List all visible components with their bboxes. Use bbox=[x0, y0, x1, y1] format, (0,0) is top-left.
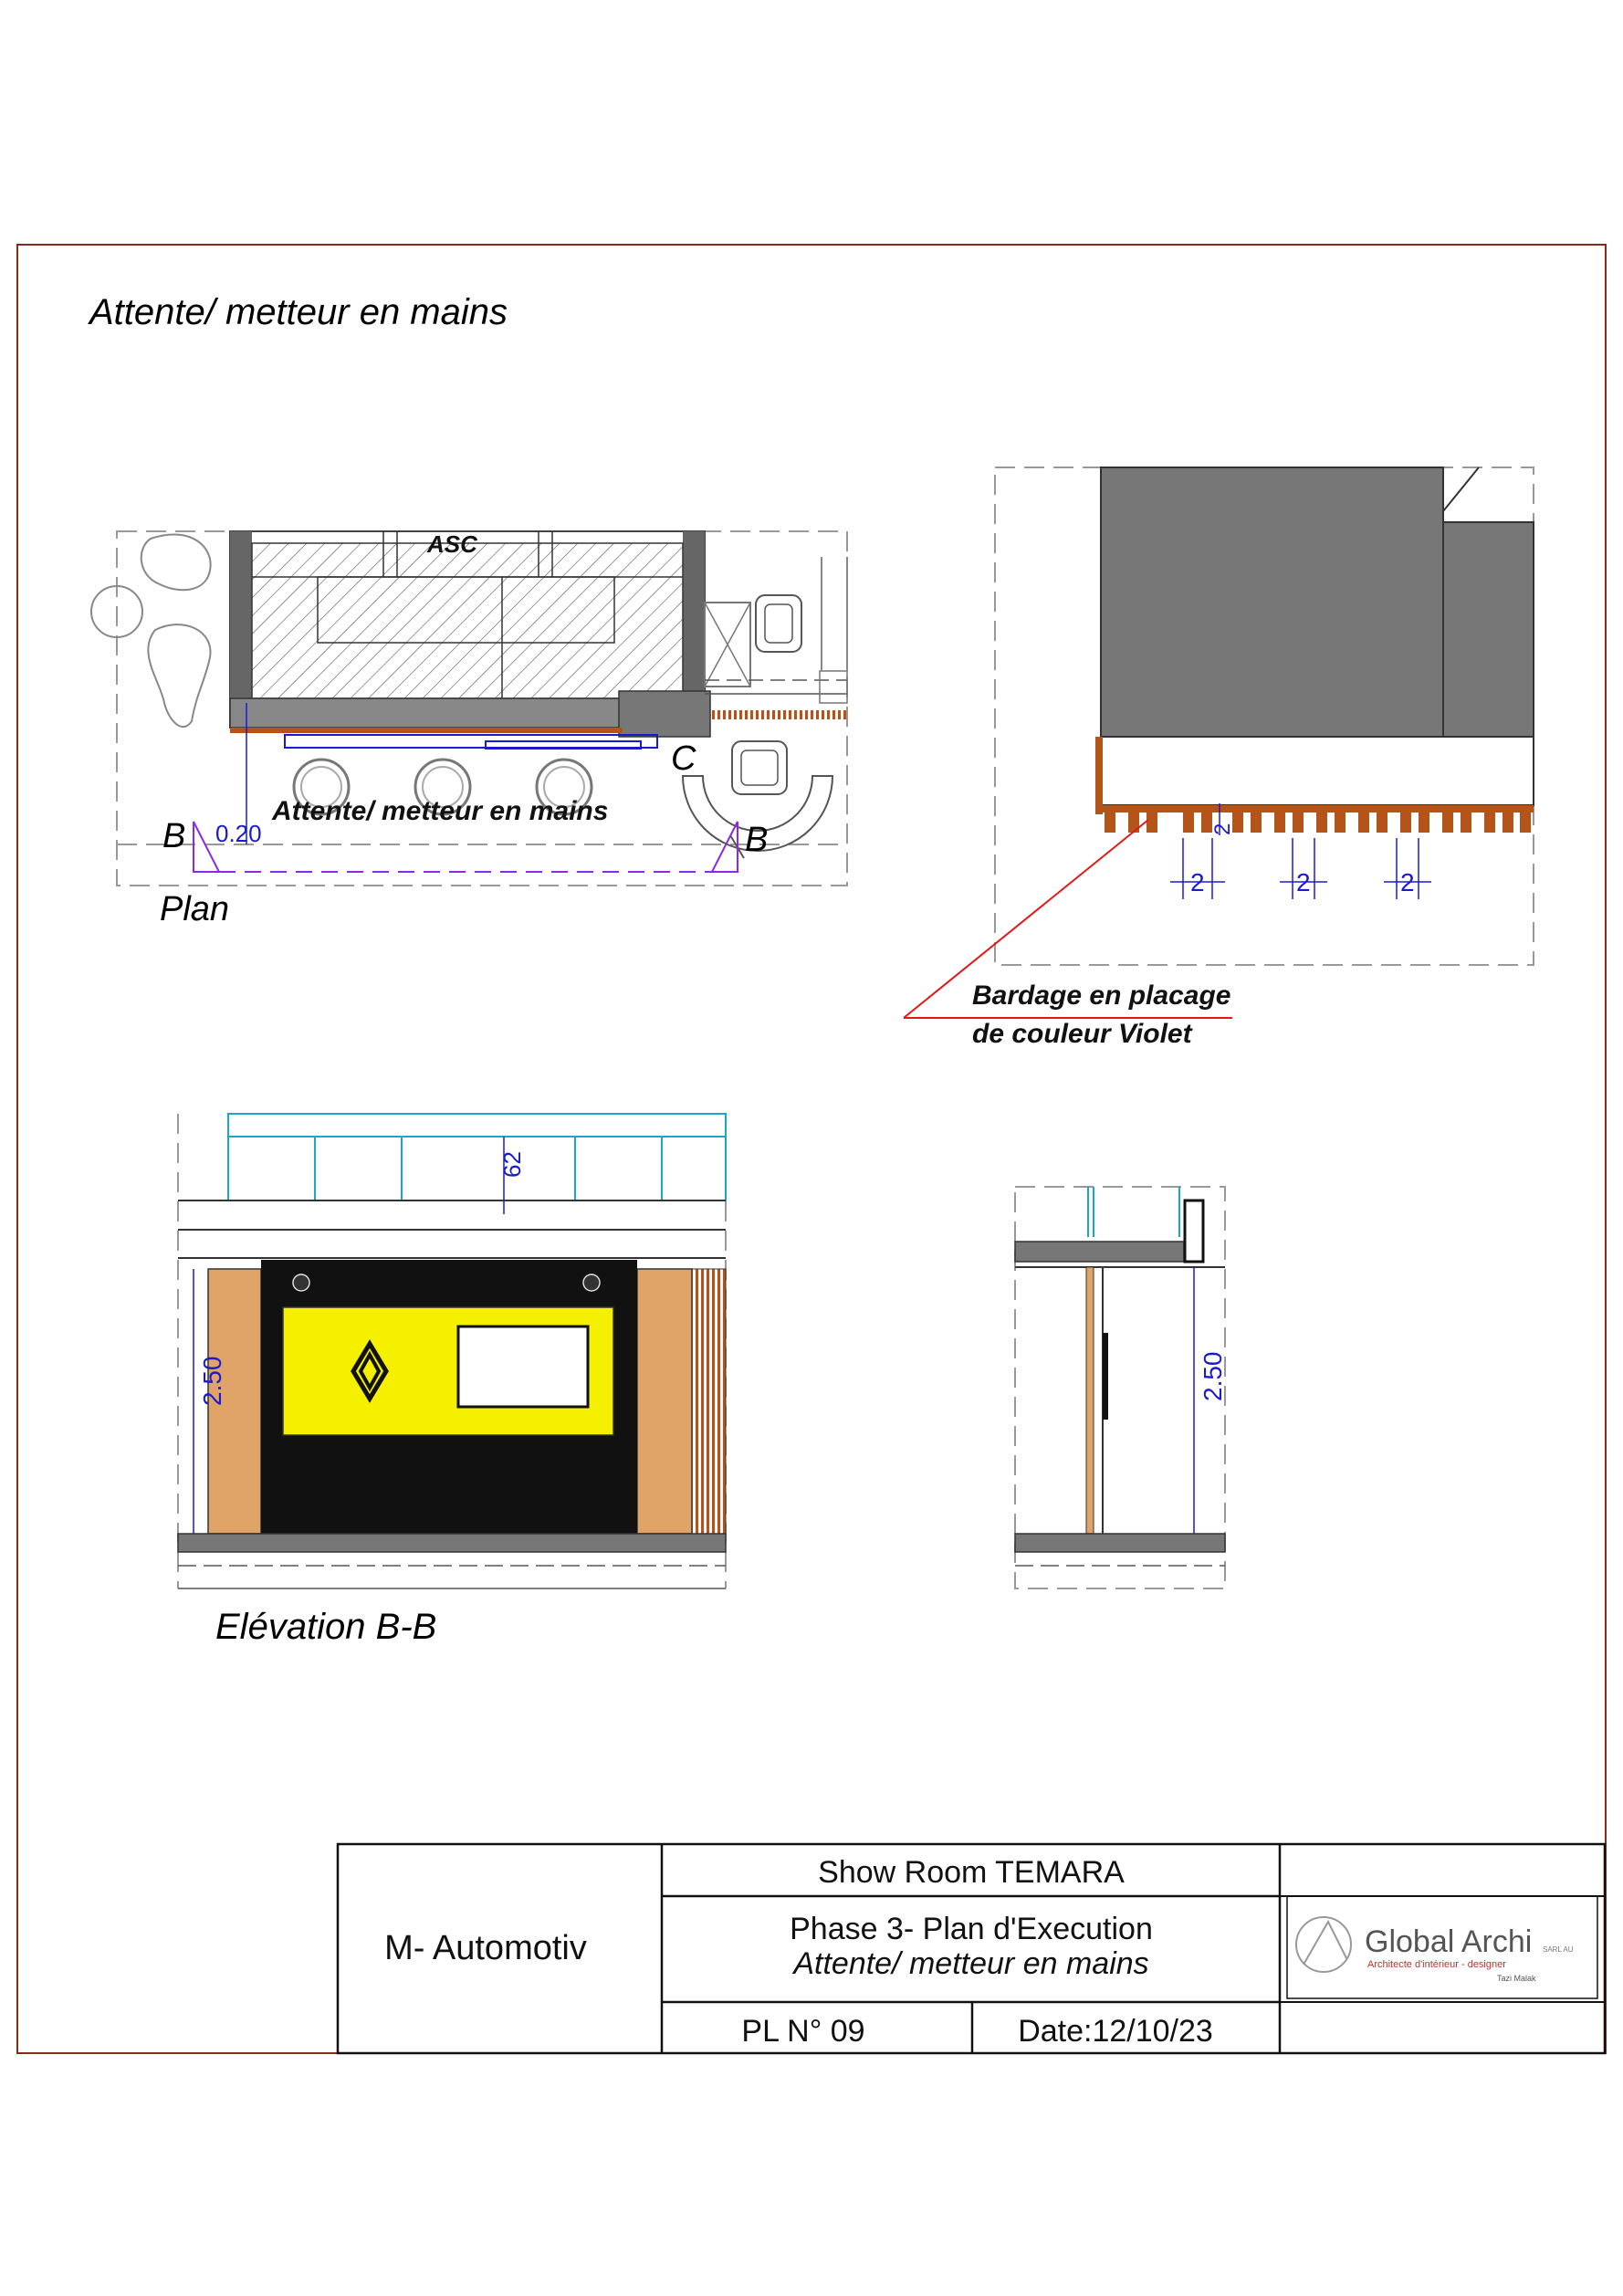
title-block bbox=[338, 1844, 1605, 2053]
logo-name: Global Archi bbox=[1365, 1924, 1533, 1959]
section-label-right: B bbox=[745, 821, 769, 859]
logo-author: Tazi Malak bbox=[1497, 1974, 1536, 1983]
veneer-cladding bbox=[1095, 805, 1534, 813]
detail-wall-main bbox=[1101, 467, 1443, 737]
elevation-view bbox=[178, 1114, 726, 1647]
plan-caption: Attente/ metteur en mains bbox=[272, 796, 609, 826]
section-view bbox=[1015, 1187, 1227, 1588]
detail-wall-side bbox=[1443, 522, 1534, 737]
detail-dim-b: 2 bbox=[1190, 868, 1205, 896]
wood-panel-right bbox=[637, 1269, 692, 1534]
sheet-title: Attente/ metteur en mains bbox=[89, 292, 508, 332]
plan-view bbox=[91, 530, 847, 928]
spotlight-icon-left bbox=[293, 1274, 309, 1291]
note-line-2: de couleur Violet bbox=[972, 1019, 1192, 1049]
armchair-bottom bbox=[732, 741, 787, 794]
floor-slab bbox=[178, 1534, 726, 1552]
wood-slats-right bbox=[692, 1269, 726, 1534]
section-dim-height: 2.50 bbox=[1199, 1351, 1227, 1401]
plan-dim-offset: 0.20 bbox=[215, 820, 262, 847]
bulkhead bbox=[228, 1114, 726, 1200]
spotlight-icon-right bbox=[583, 1274, 600, 1291]
detail-dim-c: 2 bbox=[1296, 868, 1311, 896]
veneer-strip-plan bbox=[710, 710, 847, 719]
detail-dim-d: 2 bbox=[1400, 868, 1415, 896]
section-wood-panel bbox=[1086, 1267, 1094, 1534]
detail-ref-label: C bbox=[671, 739, 696, 778]
elevation-dim-height: 2.50 bbox=[198, 1356, 226, 1406]
organic-seat-shape-2 bbox=[148, 624, 210, 727]
project-name: Show Room TEMARA bbox=[818, 1855, 1125, 1890]
section-floor bbox=[1015, 1534, 1225, 1552]
elevation-dim-top: 62 bbox=[498, 1151, 526, 1178]
veneer-slats bbox=[1105, 813, 1531, 833]
sheet-date: Date:12/10/23 bbox=[1018, 2014, 1213, 2049]
detail-view bbox=[904, 467, 1534, 1049]
counter-block bbox=[619, 691, 710, 737]
logo-suffix: SARL AU bbox=[1543, 1945, 1574, 1954]
brand-screen bbox=[458, 1326, 588, 1407]
organic-seat-shape bbox=[141, 534, 211, 590]
phase-label: Phase 3- Plan d'Execution bbox=[790, 1912, 1153, 1946]
logo-tagline: Architecte d'intérieur - designer bbox=[1367, 1959, 1506, 1970]
detail-dim-a: 2 bbox=[1210, 823, 1235, 835]
plan-label: Plan bbox=[160, 890, 230, 928]
section-label-left: B bbox=[162, 817, 186, 855]
elevator-label: ASC bbox=[427, 530, 477, 558]
sheet-number: PL N° 09 bbox=[741, 2014, 865, 2049]
section-ceiling bbox=[1015, 1242, 1184, 1262]
client-name: M- Automotiv bbox=[384, 1929, 587, 1967]
note-line-1: Bardage en placage bbox=[972, 980, 1231, 1011]
elevation-label: Elévation B-B bbox=[215, 1607, 437, 1647]
subject-label: Attente/ metteur en mains bbox=[793, 1946, 1149, 1981]
